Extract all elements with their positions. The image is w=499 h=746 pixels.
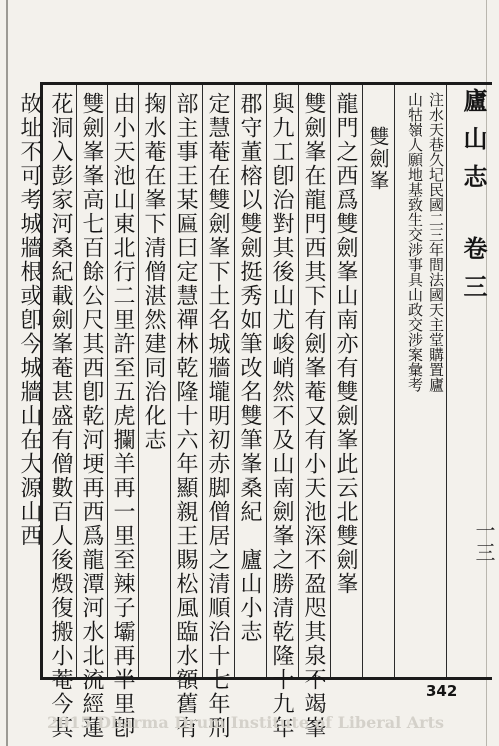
- text-column-6: 與九工卽治對其後山尤峻峭然不及山南劍峯之勝清乾隆十九年: [269, 92, 294, 740]
- column-rule: [266, 85, 267, 677]
- column-rule: [107, 85, 108, 677]
- text-column-9: 部主事王某匾曰定慧禪林乾隆十六年顯親王賜松風臨水額舊有: [173, 92, 198, 740]
- text-column-4: 龍門之西爲雙劍峯山南亦有雙劍峯此云北雙劍峯: [333, 92, 358, 596]
- page-number: 342: [426, 682, 458, 700]
- column-rule: [394, 85, 395, 677]
- text-column-11: 由小天池山東北行二里許至五虎攔羊再一里至辣子壩再半里卽: [110, 92, 135, 740]
- column-rule: [76, 85, 77, 677]
- text-column-7: 郡守董榕以雙劍挺秀如筆改名雙筆峯桑紀 廬山小志: [237, 92, 262, 644]
- text-column-2: 山牯嶺人願地基致生交涉事具山政交涉案彙考: [406, 92, 424, 392]
- page-edge-left: [6, 0, 8, 746]
- side-mark: 一三: [472, 520, 496, 564]
- column-rule: [138, 85, 139, 677]
- text-column-14: 故址不可考城牆根或卽今城牆山在大源山西: [17, 92, 42, 548]
- text-column-8: 定慧菴在雙劍峯下土名城牆壠明初赤脚僧居之清順治十七年刑: [205, 92, 230, 740]
- column-rule: [170, 85, 171, 677]
- text-column-5: 雙劍峯在龍門西其下有劍峯菴又有小天池深不盈咫其泉不竭峯: [301, 92, 326, 740]
- column-rule: [330, 85, 331, 677]
- column-rule: [234, 85, 235, 677]
- section-heading: 雙劍峯: [366, 126, 390, 192]
- watermark: 2015 Dharma Drum Institute of Liberal Arts: [47, 713, 444, 732]
- column-rule: [202, 85, 203, 677]
- text-column-10: 掬水菴在峯下清僧湛然建同治化志: [141, 92, 166, 452]
- text-column-12: 雙劍峯峯高七百餘公尺其西卽乾河埂再西爲龍潭河水北流經蓮: [79, 92, 104, 740]
- column-rule: [298, 85, 299, 677]
- column-rule: [362, 85, 363, 677]
- volume-label: 卷三: [459, 236, 488, 312]
- text-column-13: 花洞入彭家河桑紀載劍峯菴甚盛有僧數百人後燬復搬小菴今其: [48, 92, 73, 740]
- running-header: [446, 88, 491, 378]
- book-title: 廬山志: [459, 88, 488, 202]
- text-column-1: 注水天巷久圮民國二三年間法國天主堂購置廬: [427, 92, 445, 392]
